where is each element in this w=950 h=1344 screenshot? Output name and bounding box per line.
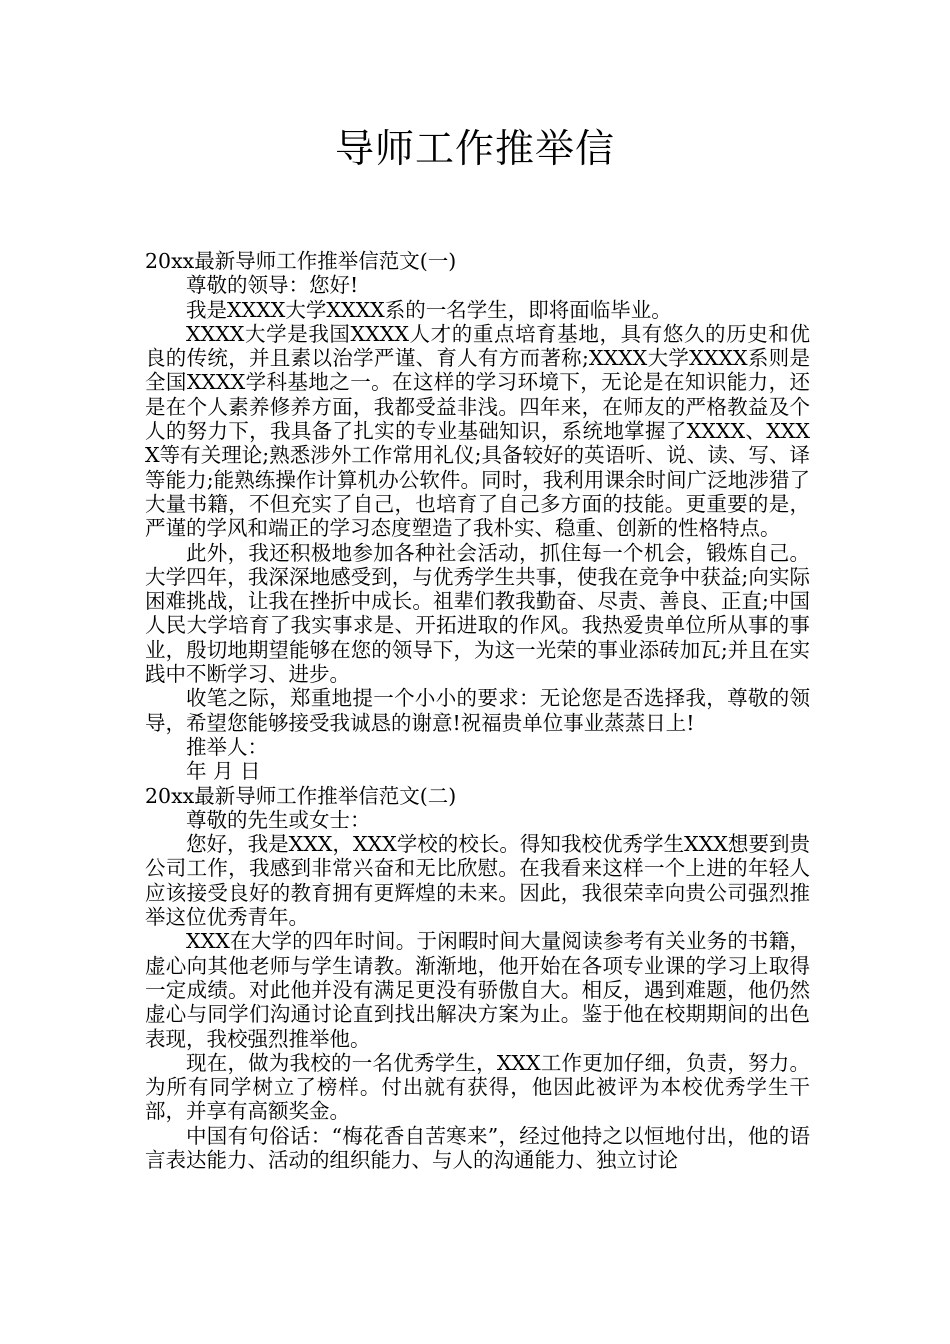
body-paragraph: 现在，做为我校的一名优秀学生，XXX工作更加仔细，负责，努力。为所有同学树立了榜样。付出就有获得，他因此被评为本校优秀学生干部，并享有高额奖金。 [145, 1050, 810, 1124]
body-paragraph: XXXX大学是我国XXXX人才的重点培育基地，具有悠久的历史和优良的传统，并且素以治学严谨、育人有方而著称;XXXX大学XXXX系则是全国XXXX学科基地之一。在这样的学习环境下，无论是在知识能力，还是在个人素养修养方面，我都受益非浅。四年来，在师友的严格教益及个人的努力下，我具备了扎实的专业基础知识，系统地掌握了XXXX、XXXX等有关理论;熟悉涉外工作常用礼仪;具备较好的英语听、说、读、写、译等能力;能熟练操作计算机办公软件。同时，我利用课余时间广泛地涉猎了大量书籍，不但充实了自己，也培育了自己多方面的技能。更重要的是，严谨的学风和端正的学习态度塑造了我朴实、稳重、创新的性格特点。 [145, 321, 810, 541]
body-paragraph: 收笔之际，郑重地提一个小小的要求：无论您是否选择我，尊敬的领导，希望您能够接受我诚恳的谢意!祝福贵单位事业蒸蒸日上! [145, 686, 810, 735]
body-paragraph: 我是XXXX大学XXXX系的一名学生，即将面临毕业。 [186, 297, 672, 322]
section-heading: 20xx最新导师工作推举信范文(一) [145, 249, 457, 273]
document-body [145, 249, 810, 1172]
document-title: 导师工作推举信 [334, 127, 615, 172]
salutation: 尊敬的领导：您好! [186, 273, 359, 298]
body-paragraph: 您好，我是XXX，XXX学校的校长。得知我校优秀学生XXX想要到贵公司工作，我感到非常兴奋和无比欣慰。在我看来这样一个上进的年轻人应该接受良好的教育拥有更辉煌的未来。因此，我很荣幸向贵公司强烈推举这位优秀青年。 [145, 832, 810, 930]
section-heading: 20xx最新导师工作推举信范文(二) [145, 783, 457, 808]
body-paragraph: 此外，我还积极地参加各种社会活动，抓住每一个机会，锻炼自己。大学四年，我深深地感受到，与优秀学生共事，使我在竞争中获益;向实际困难挑战，让我在挫折中成长。祖辈们教我勤奋、尽责、善良、正直;中国人民大学培育了我实事求是、开拓进取的作风。我热爱贵单位所从事的事业，殷切地期望能够在您的领导下，为这一光荣的事业添砖加瓦;并且在实践中不断学习、进步。 [145, 540, 810, 687]
body-paragraph: XXX在大学的四年时间。于闲暇时间大量阅读参考有关业务的书籍，虚心向其他老师与学生请教。渐渐地，他开始在各项专业课的学习上取得一定成绩。对此他并没有满足更没有骄傲自大。相反，遇到难题，他仍然虚心与同学们沟通讨论直到找出解决方案为止。鉴于他在校期期间的出色表现，我校强烈推举他。 [145, 929, 810, 1051]
body-paragraph: 中国有句俗话：“梅花香自苦寒来”，经过他持之以恒地付出，他的语言表达能力、活动的组织能力、与人的沟通能力、独立讨论 [145, 1123, 810, 1172]
signature-label: 推举人： [186, 734, 268, 759]
salutation: 尊敬的先生或女士： [186, 807, 371, 832]
date-line: 年 月 日 [186, 759, 261, 784]
